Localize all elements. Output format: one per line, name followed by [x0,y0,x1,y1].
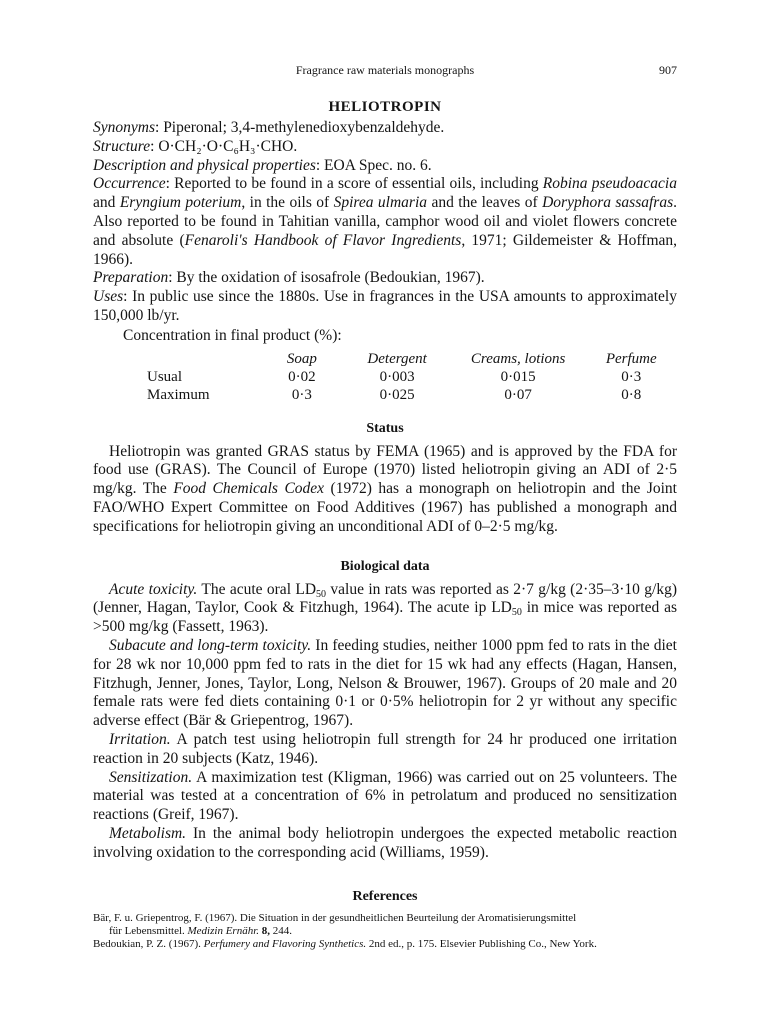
status-heading: Status [366,420,404,436]
acute-toxicity-text: The acute oral LD [197,580,317,598]
metabolism-label: Metabolism. [109,824,187,842]
running-title: Fragrance raw materials monographs [295,63,475,77]
description-label: Description and physical properties [93,156,316,174]
table-cell: 0·025 [379,386,415,403]
subscript: 50 [316,588,327,600]
table-cell: 0·02 [288,368,316,385]
occurrence-text: and [93,194,120,212]
sensitization-text: A maximization test (Kligman, 1966) was carried out on 25 volunteers. The material was tested at a concentration of 6% in petrolatum and produced no sensitization reactions (Greif, 1967). [93,768,677,824]
irritation-text: A patch test using heliotropin full strength for 24 hr produced one irritation reaction in 20 subjects (Katz, 1946). [93,730,677,767]
book-title: Fenaroli's Handbook of Flavor Ingredients [184,231,462,249]
synonyms-text: Piperonal; 3,4-methylenedioxybenzaldehyde. [163,119,445,136]
status-paragraph [93,443,677,537]
table-cell: 0·8 [621,386,642,403]
metabolism-paragraph [93,825,677,863]
volume-number: 8, [259,924,271,937]
publication-title: Food Chemicals Codex [173,480,325,498]
preparation-paragraph: Preparation: By the oxidation of isosafrole (Bedoukian, 1967). [93,269,485,287]
acute-toxicity-text: in mice was reported as >500 mg/kg (Fassett, 1963). [93,599,677,636]
monograph-body [93,98,677,951]
preparation-label: Preparation [93,269,169,287]
subscript: 50 [511,607,522,619]
synonyms-label: Synonyms [93,119,155,136]
reference-text: Bedoukian, P. Z. (1967). [93,937,204,950]
column-header: Perfume [605,350,657,367]
reference-text: für Lebensmittel. [109,924,188,937]
subacute-toxicity-paragraph [93,637,677,731]
status-text: (1972) has a monograph on heliotropin and the Joint FAO/WHO Expert Committee on Food Additives (1967) has published a monograph and specifications for heliotropin giving an unconditional ADI of 0–2·5 mg/kg. [93,480,677,535]
structure-formula: O·CH₂·O·C₆H₃·CHO. [158,137,298,155]
row-label: Maximum [147,386,210,403]
table-header-row [147,350,677,368]
table-cell: 0·003 [379,368,415,385]
table-row [147,386,677,404]
references-heading: References [352,888,418,904]
column-header: Creams, lotions [470,350,566,367]
reference-text: Bär, F. u. Griepentrog, F. (1967). Die Situation in der gesundheitlichen Beurteilung der Aromatisierungsmittel [93,911,577,924]
concentration-label: Concentration in final product (%): [123,326,342,344]
uses-label: Uses [93,288,124,306]
row-label: Usual [147,368,182,385]
reference-continuation [93,925,292,937]
biological-data-heading: Biological data [340,558,430,574]
irritation-paragraph [93,731,677,769]
occurrence-text: . Also reported to be found in Tahitian vanilla, camphor wood oil and violet flowers concrete and absolute ( [93,194,677,249]
sensitization-paragraph [93,769,677,825]
metabolism-text: In the animal body heliotropin undergoes the expected metabolic reaction involving oxidation to the corresponding acid (Williams, 1959). [93,824,677,861]
structure-label: Structure [93,137,151,155]
table-cell: 0·07 [504,386,532,403]
uses-text: In public use since the 1880s. Use in fragrances in the USA amounts to approximately 150,000 lb/yr. [93,288,677,324]
subacute-toxicity-text: In feeding studies, neither 1000 ppm fed to rats in the diet for 28 wk nor 10,000 ppm fed to rats in the diet for 15 wk had any effects (Hagan, Hansen, Fitzhugh, Jenner, Jones, Taylor, Long, Nelson & Brouwer, 1967). Groups of 20 male and 20 female rats were fed diets containing 0·1 or 0·5% heliotropin for 2 yr without any specific adverse effect (Bär & Griepentrog, 1967). [93,636,677,730]
running-head [93,63,677,79]
species-name: Spirea ulmaria [333,194,428,212]
occurrence-text: , 1971; Gildemeister & Hoffman, 1966). [93,231,678,268]
uses-paragraph: Uses: In public use since the 1880s. Use in fragrances in the USA amounts to approximately 150,000 lb/yr. [93,288,677,324]
irritation-label: Irritation. [109,730,171,748]
journal-title: Medizin Ernähr. [187,924,260,937]
table-cell: 0·015 [500,368,536,385]
description-text: EOA Spec. no. 6. [324,156,432,174]
column-header: Detergent [367,350,427,367]
reference-entry [93,938,677,951]
reference-list [93,912,677,951]
table-cell: 0·3 [291,386,312,403]
species-name: Doryphora sassafras [542,194,674,212]
empty-header [147,350,260,368]
acute-toxicity-paragraph [93,581,677,637]
status-text: Heliotropin was granted GRAS status by FEMA (1965) and is approved by the FDA for food use (GRAS). The Council of Europe (1970) listed heliotropin giving an ADI of 2·5 mg/kg. The [93,442,677,498]
table-row [147,368,677,386]
sensitization-label: Sensitization. [109,768,193,786]
table-cell: 0·3 [621,368,642,385]
book-title: Perfumery and Flavoring Synthetics. [203,937,367,950]
occurrence-text: , in the oils of [241,194,334,212]
species-name: Eryngium poterium [119,194,242,212]
preparation-text: By the oxidation of isosafrole (Bedoukian, 1967). [176,269,485,287]
species-name: Robina pseudoacacia [542,175,677,193]
monograph-title: HELIOTROPIN [328,99,442,115]
reference-entry [93,912,677,938]
reference-text: 244. [270,924,293,937]
acute-toxicity-text: value in rats was reported as 2·7 g/kg (2·35–3·10 g/kg) (Jenner, Hagan, Taylor, Cook & Fitzhugh, 1964). The acute ip LD [93,580,677,617]
description-paragraph: Description and physical properties: EOA Spec. no. 6. [93,156,432,174]
subacute-toxicity-label: Subacute and long-term toxicity. [109,636,312,654]
occurrence-paragraph: Occurrence: Reported to be found in a score of essential oils, including Robina pseudoacacia and Eryngium poterium, in the oils of Spirea ulmaria and the leaves of Doryphora sassafras. Also reported to be found in Tahitian vanilla, camphor wood oil and violet flowers concrete and absolute (Fenaroli's Handbook of Flavor Ingredients, 1971; Gildemeister & Hoffman, 1966). [93,175,678,268]
occurrence-label: Occurrence [93,175,166,193]
reference-text: 2nd ed., p. 175. Elsevier Publishing Co., New York. [366,937,597,950]
occurrence-text: and the leaves of [427,194,543,212]
column-header: Soap [286,350,317,367]
synonyms-paragraph: Synonyms: Piperonal; 3,4-methylenedioxybenzaldehyde. [93,119,445,136]
page-number: 907 [659,63,677,77]
structure-paragraph: Structure: O·CH₂·O·C₆H₃·CHO. [93,137,298,155]
occurrence-text: Reported to be found in a score of essential oils, including [174,175,543,193]
concentration-table [147,350,677,404]
acute-toxicity-label: Acute toxicity. [109,580,198,598]
